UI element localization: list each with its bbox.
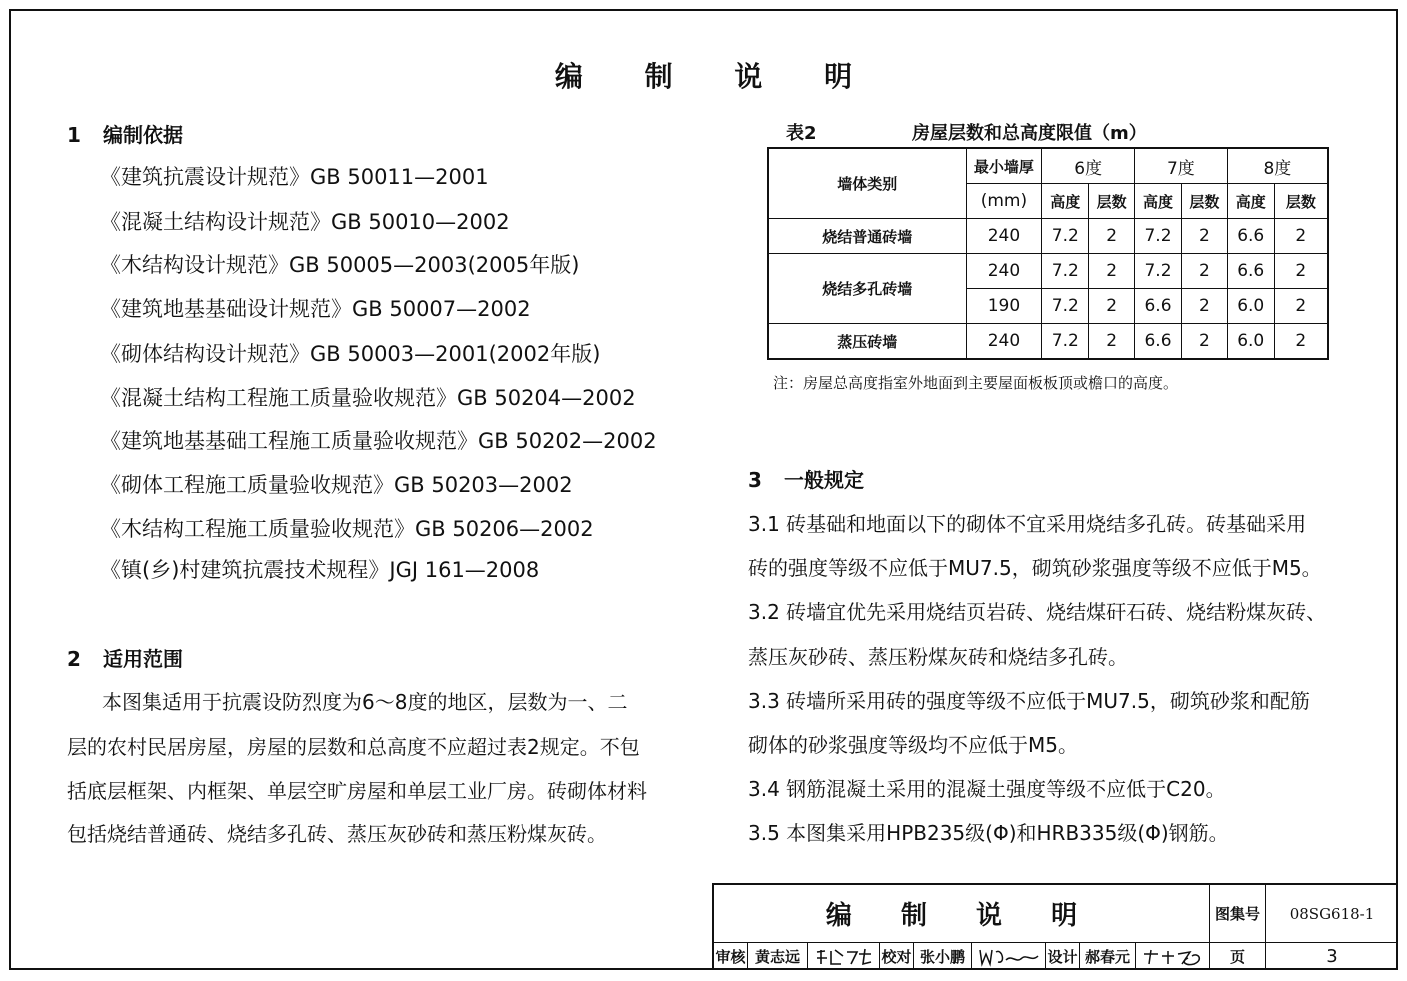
value-cell: 6.6 [1227, 219, 1274, 254]
thickness-cell: 240 [966, 254, 1042, 289]
table-row [768, 219, 1328, 254]
value-cell: 7.2 [1135, 254, 1182, 289]
header-floors: 层数 [1274, 184, 1328, 219]
reference-item: 《建筑地基基础工程施工质量验收规范》GB 50202—2002 [100, 429, 657, 453]
value-cell: 2 [1089, 254, 1135, 289]
checker-signature [972, 943, 1046, 970]
thickness-cell: 240 [966, 219, 1042, 254]
title-block-title: 编 制 说 明 [714, 885, 1210, 943]
section1-heading [67, 119, 183, 148]
value-cell: 2 [1181, 324, 1227, 360]
value-cell: 2 [1181, 289, 1227, 324]
section2-title: 适用范围 [103, 647, 183, 671]
header-floors: 层数 [1089, 184, 1135, 219]
thickness-cell: 190 [966, 289, 1042, 324]
table-caption: 房屋层数和总高度限值（m） [912, 123, 1147, 144]
reviewer-signature-mark [813, 946, 875, 968]
header-8-degree: 8度 [1227, 148, 1328, 184]
value-cell: 2 [1089, 219, 1135, 254]
reference-item: 《建筑抗震设计规范》GB 50011—2001 [100, 165, 489, 189]
value-cell: 2 [1089, 324, 1135, 360]
section1-number: 1 [67, 123, 81, 147]
value-cell: 6.0 [1227, 289, 1274, 324]
title-block [712, 883, 1398, 970]
page-title: 编 制 说 明 [554, 60, 879, 93]
section3-heading [748, 464, 864, 493]
table-label: 表2 [786, 123, 817, 144]
thickness-cell: 240 [966, 324, 1042, 360]
reference-item: 《砌体工程施工质量验收规范》GB 50203—2002 [100, 473, 573, 497]
reference-item: 《镇(乡)村建筑抗震技术规程》JGJ 161—2008 [100, 558, 540, 582]
value-cell: 6.6 [1135, 289, 1182, 324]
scope-line: 层的农村民居房屋，房屋的层数和总高度不应超过表2规定。不包 [67, 735, 640, 759]
value-cell: 6.6 [1135, 324, 1182, 360]
value-cell: 7.2 [1042, 219, 1089, 254]
section3-title: 一般规定 [784, 468, 864, 492]
scope-line: 本图集适用于抗震设防烈度为6～8度的地区，层数为一、二 [102, 690, 628, 714]
value-cell: 2 [1089, 289, 1135, 324]
wall-type-cell: 烧结普通砖墙 [768, 219, 966, 254]
reference-item: 《木结构工程施工质量验收规范》GB 50206—2002 [100, 517, 594, 541]
header-7-degree: 7度 [1135, 148, 1228, 184]
wall-type-cell: 烧结多孔砖墙 [768, 254, 966, 324]
value-cell: 6.0 [1227, 324, 1274, 360]
value-cell: 2 [1274, 289, 1328, 324]
header-height: 高度 [1042, 184, 1089, 219]
review-label: 审核 [714, 943, 748, 970]
page-number: 3 [1326, 946, 1338, 967]
value-cell: 7.2 [1042, 289, 1089, 324]
reference-item: 《混凝土结构工程施工质量验收规范》GB 50204—2002 [100, 386, 636, 410]
wall-type-cell: 蒸压砖墙 [768, 324, 966, 360]
rule-line: 3.3 砖墙所采用砖的强度等级不应低于MU7.5，砌筑砂浆和配筋 [748, 689, 1310, 713]
rule-line: 3.1 砖基础和地面以下的砌体不宜采用烧结多孔砖。砖基础采用 [748, 512, 1307, 536]
designer-signature [1136, 943, 1210, 970]
scope-line: 括底层框架、内框架、单层空旷房屋和单层工业厂房。砖砌体材料 [67, 779, 647, 803]
atlas-label: 图集号 [1210, 885, 1266, 943]
header-height: 高度 [1227, 184, 1274, 219]
designer-name: 郝春元 [1080, 943, 1136, 970]
reference-item: 《建筑地基基础设计规范》GB 50007—2002 [100, 297, 531, 321]
header-wall-type: 墙体类别 [768, 148, 966, 219]
header-6-degree: 6度 [1042, 148, 1135, 184]
checker-name: 张小鹏 [914, 943, 972, 970]
value-cell: 6.6 [1227, 254, 1274, 289]
rule-line: 砖的强度等级不应低于MU7.5，砌筑砂浆强度等级不应低于M5。 [748, 556, 1322, 580]
design-label: 设计 [1046, 943, 1080, 970]
reference-item: 《砌体结构设计规范》GB 50003—2001(2002年版) [100, 342, 601, 366]
value-cell: 2 [1181, 219, 1227, 254]
value-cell: 2 [1274, 254, 1328, 289]
rule-line: 3.2 砖墙宜优先采用烧结页岩砖、烧结煤矸石砖、烧结粉煤灰砖、 [748, 600, 1327, 624]
floor-height-limit-table [767, 147, 1329, 360]
section1-title: 编制依据 [103, 123, 183, 147]
table-row [768, 254, 1328, 289]
header-min-thickness: 最小墙厚 [966, 148, 1042, 184]
table-note: 注：房屋总高度指室外地面到主要屋面板板顶或檐口的高度。 [773, 374, 1179, 392]
checker-signature-mark [976, 946, 1042, 968]
reference-item: 《木结构设计规范》GB 50005—2003(2005年版) [100, 253, 580, 277]
rule-line: 3.5 本图集采用HPB235级(Φ)和HRB335级(Φ)钢筋。 [748, 821, 1229, 845]
reviewer-name: 黄志远 [748, 943, 808, 970]
header-thickness-unit: (mm) [966, 184, 1042, 219]
section3-number: 3 [748, 468, 762, 492]
value-cell: 2 [1274, 219, 1328, 254]
scope-line: 包括烧结普通砖、烧结多孔砖、蒸压灰砂砖和蒸压粉煤灰砖。 [67, 822, 607, 846]
section2-number: 2 [67, 647, 81, 671]
value-cell: 2 [1181, 254, 1227, 289]
atlas-number: 08SG618-1 [1266, 885, 1398, 943]
section2-heading [67, 643, 183, 672]
page-label: 页 [1210, 943, 1266, 970]
header-floors: 层数 [1181, 184, 1227, 219]
value-cell: 7.2 [1042, 254, 1089, 289]
reviewer-signature [808, 943, 880, 970]
header-height: 高度 [1135, 184, 1182, 219]
rule-line: 3.4 钢筋混凝土采用的混凝土强度等级不应低于C20。 [748, 777, 1226, 801]
designer-signature-mark [1140, 946, 1206, 968]
table-row [768, 324, 1328, 360]
rule-line: 蒸压灰砂砖、蒸压粉煤灰砖和烧结多孔砖。 [748, 645, 1128, 669]
value-cell: 7.2 [1042, 324, 1089, 360]
check-label: 校对 [880, 943, 914, 970]
value-cell: 2 [1274, 324, 1328, 360]
rule-line: 砌体的砂浆强度等级均不应低于M5。 [748, 733, 1078, 757]
value-cell: 7.2 [1135, 219, 1182, 254]
reference-item: 《混凝土结构设计规范》GB 50010—2002 [100, 210, 510, 234]
